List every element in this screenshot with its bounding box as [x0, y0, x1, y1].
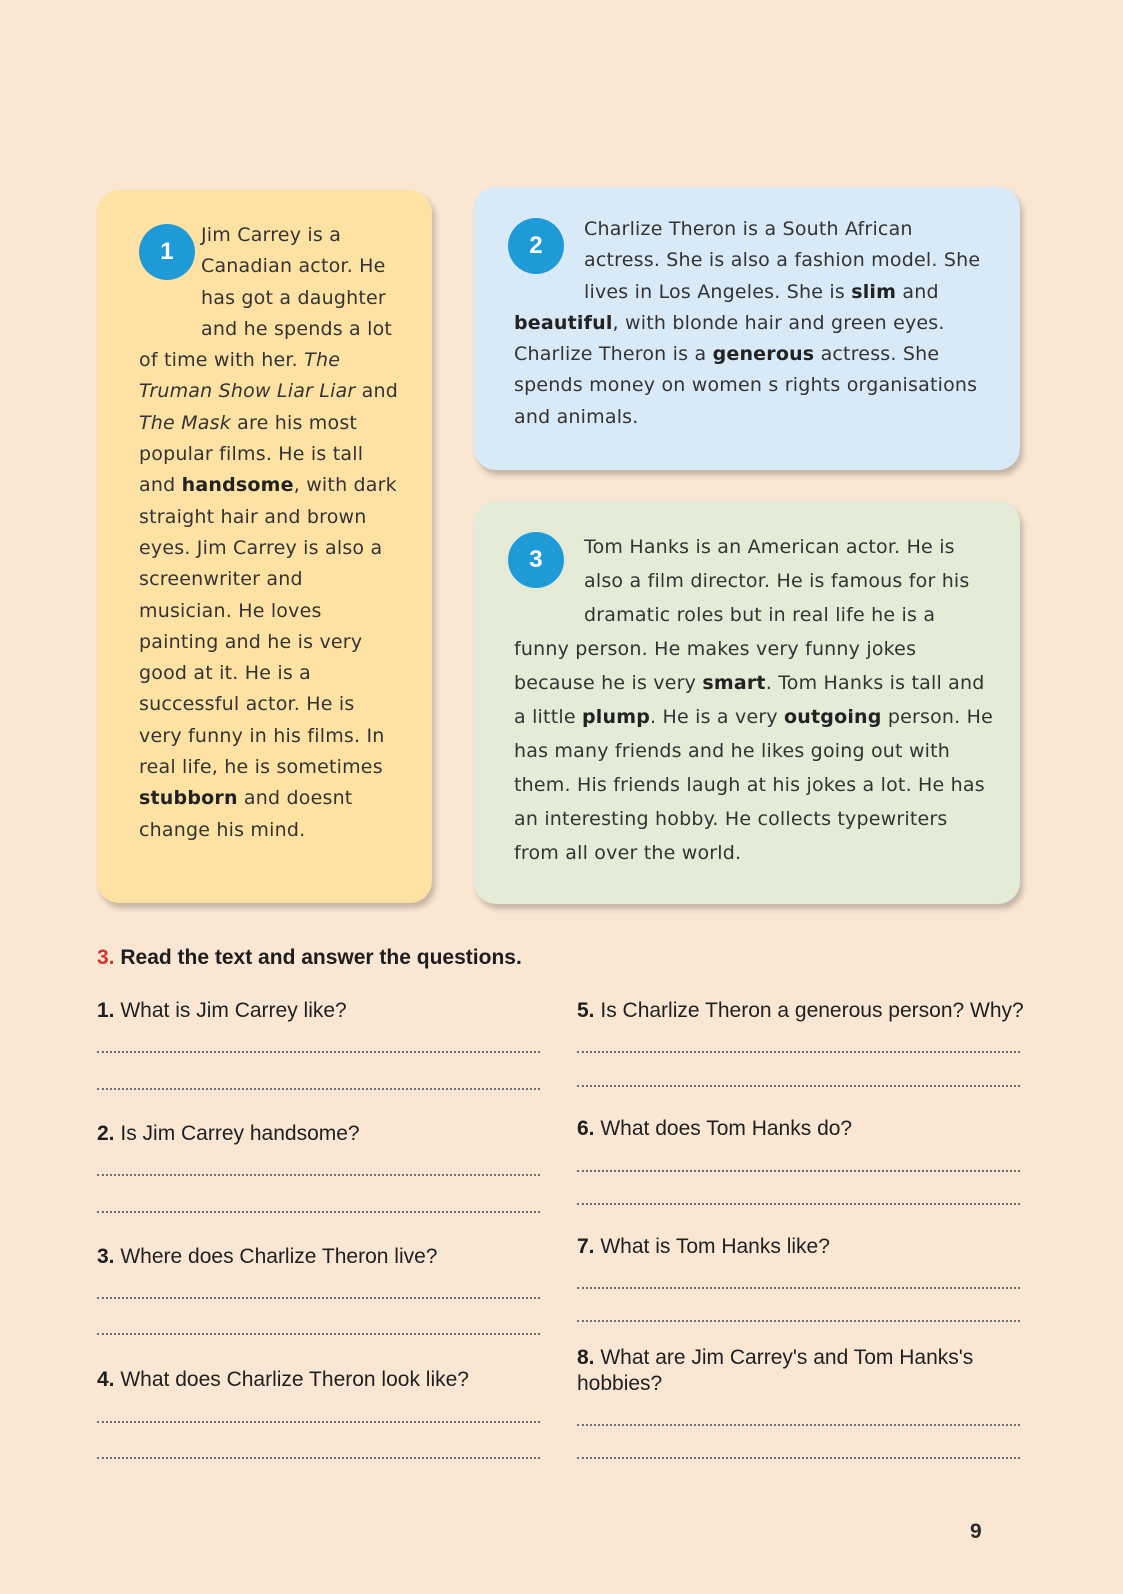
card-2-text [514, 214, 994, 433]
keyword-bold: stubborn [139, 787, 238, 810]
text-card-tom-hanks [474, 501, 1020, 904]
text-segment: actress. She spends money on women s rights organisations and animals. [514, 343, 978, 428]
answer-line[interactable] [577, 1457, 1020, 1459]
exercise-number: 3. [97, 946, 115, 969]
card-number-badge: 2 [508, 218, 564, 274]
question-2: 2. Is Jim Carrey handsome? [97, 1122, 360, 1145]
exercise-instruction: Read the text and answer the questions. [120, 946, 522, 969]
text-segment: are his most popular films. He is tall and [139, 411, 364, 497]
answer-line[interactable] [97, 1457, 540, 1459]
text-segment: and [896, 280, 939, 303]
text-segment: , with blonde hair and green eyes. Charlize Theron is a [514, 311, 945, 366]
answer-line[interactable] [577, 1085, 1020, 1087]
card-3-text [514, 530, 994, 870]
keyword-bold: plump [581, 706, 650, 728]
card-number-badge: 1 [139, 224, 195, 280]
answer-line[interactable] [577, 1287, 1020, 1289]
answer-line[interactable] [577, 1170, 1020, 1172]
card-number-badge: 3 [508, 532, 564, 588]
answer-line[interactable] [97, 1088, 540, 1090]
text-segment: person. He has many friends and he likes going out with them. His friends laugh at his jokes a lot. He has an interesting hobby. He collects typewriters from all over the world. [514, 706, 994, 864]
text-segment: Jim Carrey is a Canadian actor. He has got a daughter and he spends a lot of time with her. [139, 224, 393, 372]
text-card-jim-carrey [97, 190, 432, 903]
answer-line[interactable] [577, 1051, 1020, 1053]
card-1-text [139, 220, 401, 846]
answer-line[interactable] [97, 1211, 540, 1213]
text-segment: Tom Hanks is an American actor. He is also a film director. He is famous for his dramatic roles but in real life he is a funny person. He makes very funny jokes because he is very [514, 536, 970, 694]
text-segment: and doesnt change his mind. [139, 787, 353, 841]
answer-line[interactable] [577, 1320, 1020, 1322]
keyword-bold: slim [851, 280, 897, 303]
text-card-charlize-theron [474, 187, 1020, 470]
question-5: 5. Is Charlize Theron a generous person? Why? [577, 999, 1024, 1022]
answer-line[interactable] [97, 1051, 540, 1053]
text-segment: and [355, 380, 398, 403]
question-4: 4. What does Charlize Theron look like? [97, 1368, 469, 1391]
question-3: 3. Where does Charlize Theron live? [97, 1245, 438, 1268]
keyword-bold: beautiful [514, 311, 613, 334]
keyword-bold: generous [712, 343, 815, 366]
page-number: 9 [970, 1520, 982, 1543]
answer-line[interactable] [97, 1333, 540, 1335]
text-segment: Charlize Theron is a South African actress. She is also a fashion model. She lives in Los Angeles. She is [584, 218, 981, 303]
answer-line[interactable] [97, 1174, 540, 1176]
text-segment: . He is a very [650, 706, 785, 728]
keyword-bold: handsome [181, 474, 294, 497]
answer-line[interactable] [577, 1424, 1020, 1426]
question-8: 8. What are Jim Carrey's and Tom Hanks's hobbies? [577, 1346, 974, 1395]
exercise-title [97, 946, 522, 970]
answer-line[interactable] [577, 1203, 1020, 1205]
text-segment: . Tom Hanks is tall and a little [514, 672, 985, 728]
answer-line[interactable] [97, 1297, 540, 1299]
question-6: 6. What does Tom Hanks do? [577, 1117, 853, 1140]
text-segment: , with dark straight hair and brown eyes. Jim Carrey is also a screenwriter and musician. He loves painting and he is very good at it. He is a successful actor. He is very funny in his films. In real life, he is sometimes [139, 474, 397, 779]
film-title: The Mask [139, 411, 231, 434]
answer-line[interactable] [97, 1421, 540, 1423]
film-title: The Truman Show Liar Liar [139, 349, 356, 403]
keyword-bold: smart [702, 672, 766, 694]
question-7: 7. What is Tom Hanks like? [577, 1235, 830, 1258]
question-1: 1. What is Jim Carrey like? [97, 999, 347, 1022]
keyword-bold: outgoing [784, 706, 882, 728]
